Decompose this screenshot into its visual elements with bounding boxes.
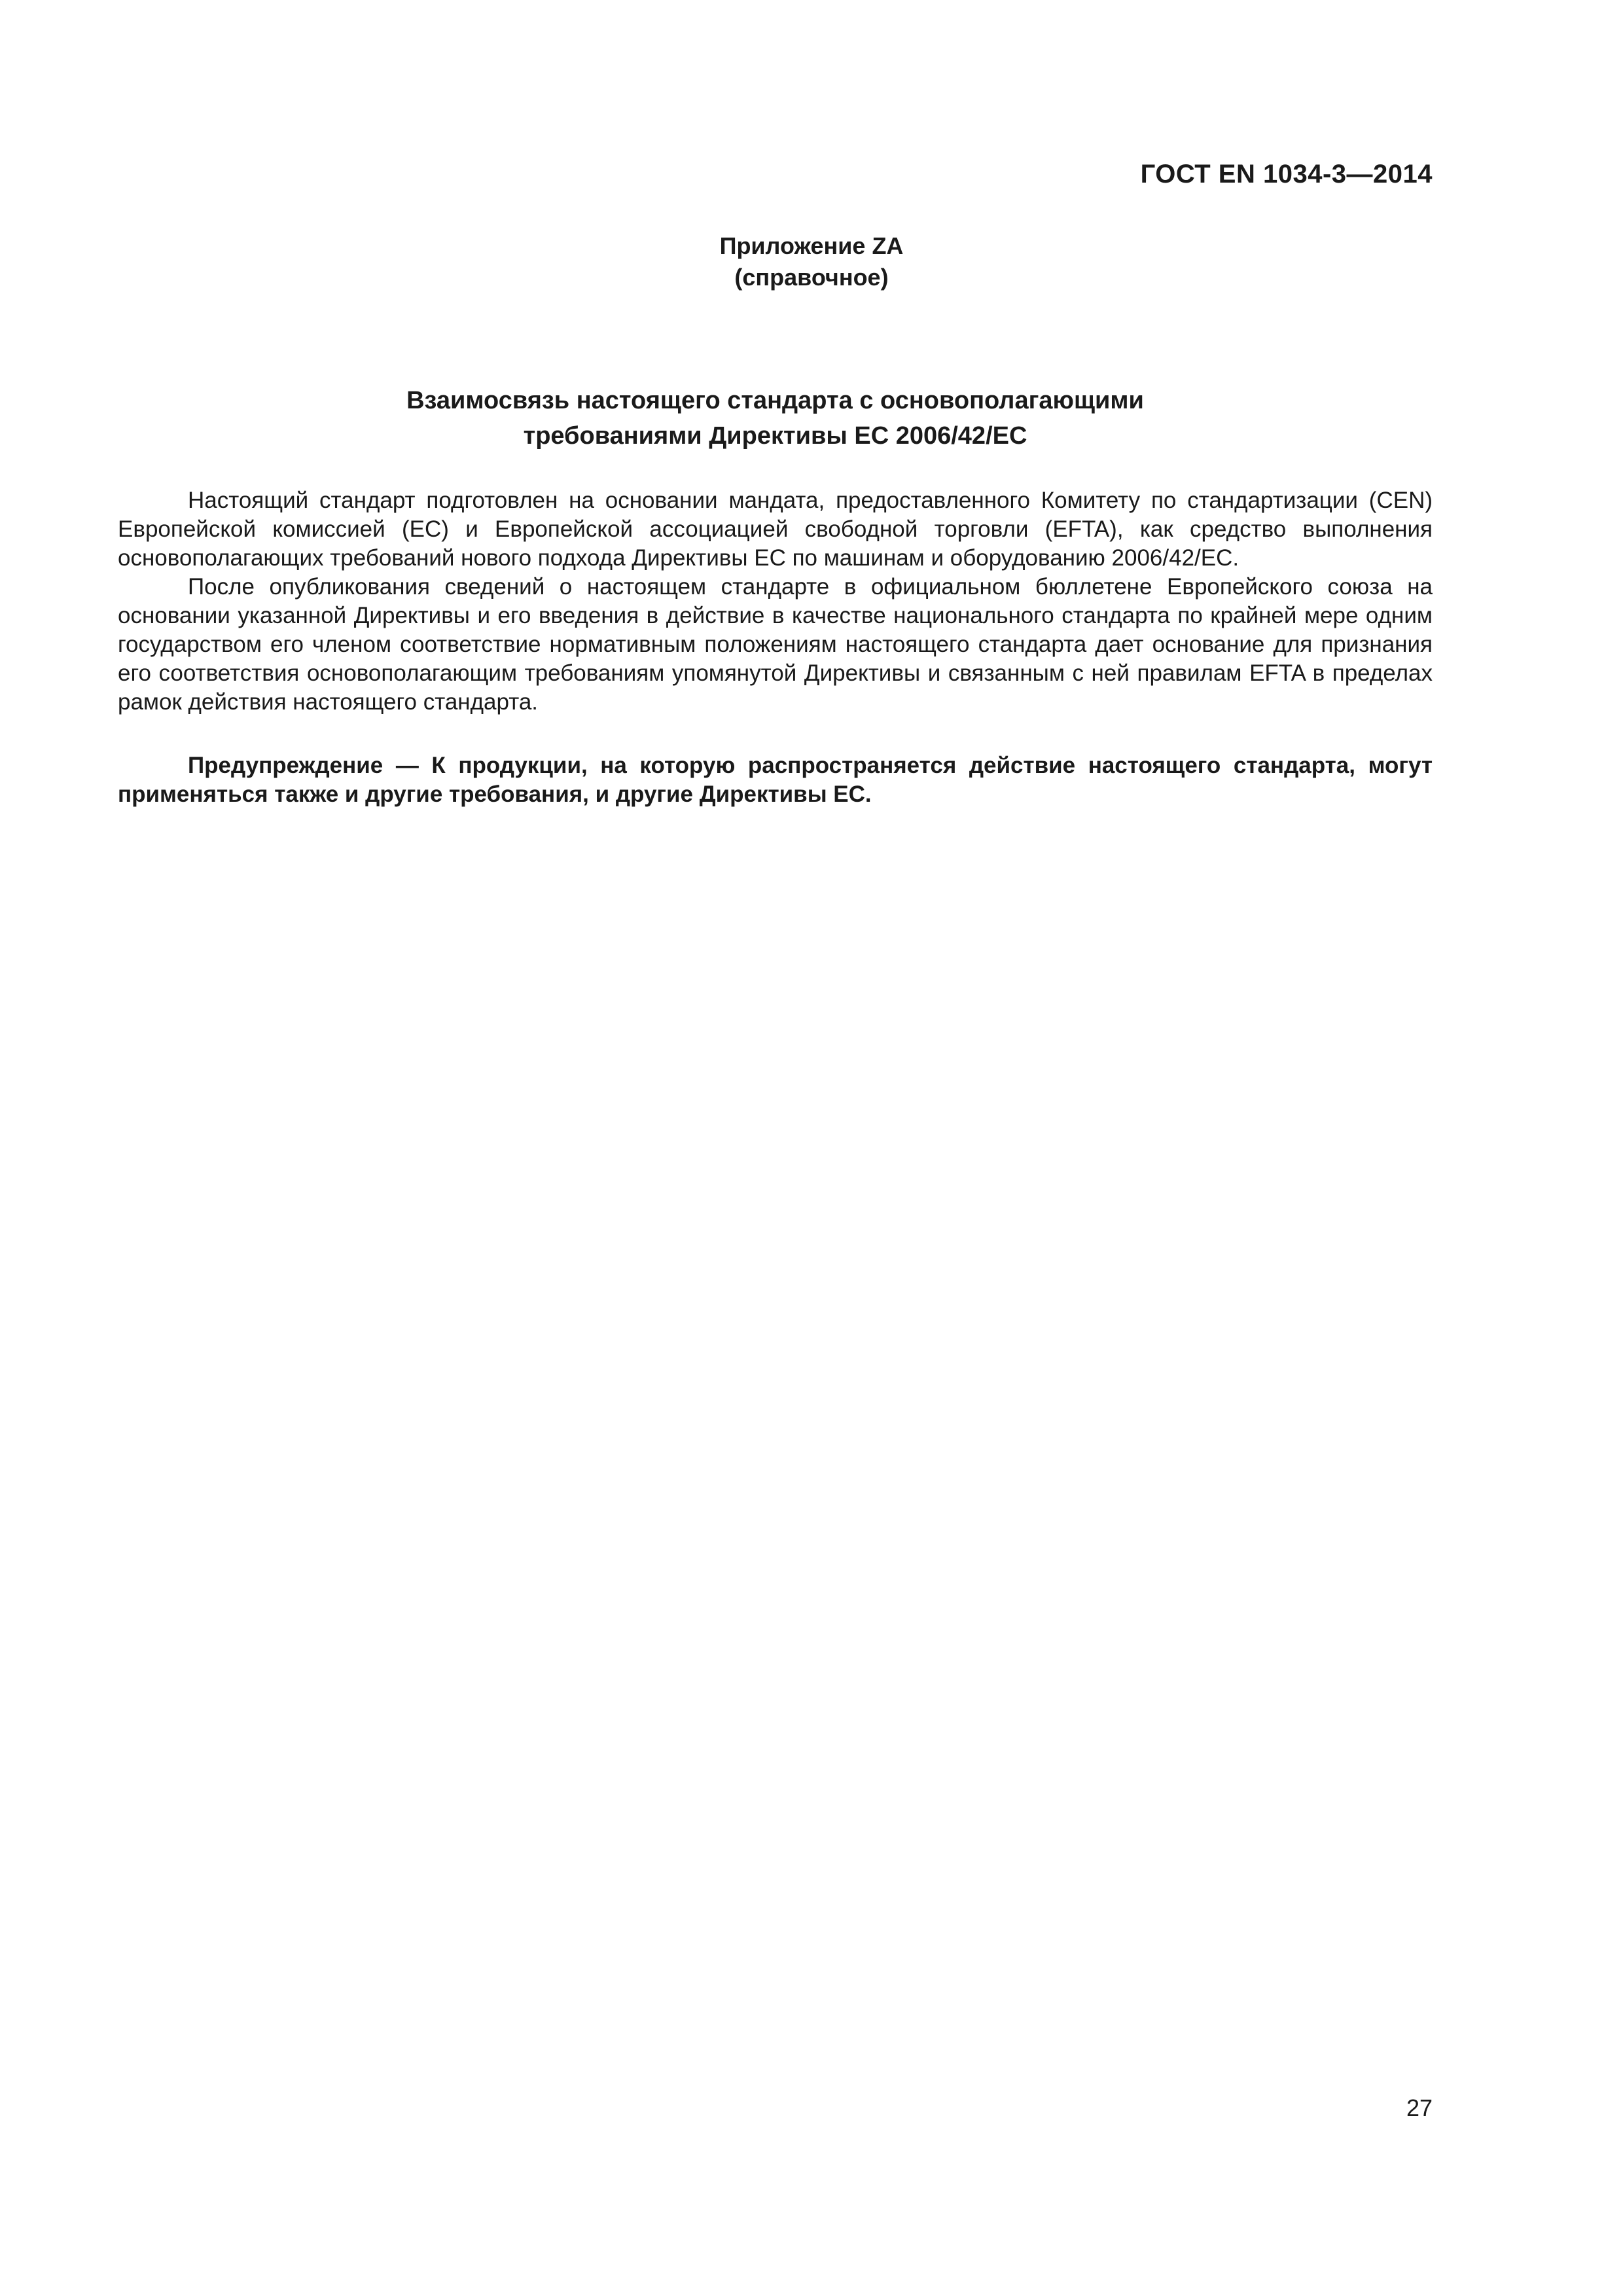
section-title-line-1: Взаимосвязь настоящего стандарта с основополагающими (406, 387, 1144, 414)
section-title (118, 383, 1433, 454)
body-paragraph-1: Настоящий стандарт подготовлен на основании мандата, предоставленного Комитету по стандартизации (CEN) Европейской комиссией (ЕС) и Европейской ассоциацией свободной торговли (EFTA), как средство выполнения основополагающих требований нового подхода Директивы ЕС по машинам и оборудованию 2006/42/ЕС. (118, 488, 1433, 571)
annex-heading (0, 230, 1623, 293)
warning-text: Предупреждение — К продукции, на которую распространяется действие настоящего стандарта, могут применяться также и другие требования, и другие Директивы ЕС. (118, 753, 1433, 807)
body-text (118, 486, 1433, 717)
warning-note (118, 751, 1433, 809)
annex-type: (справочное) (734, 264, 889, 291)
document-code: ГОСТ EN 1034-3—2014 (1140, 160, 1433, 188)
page-number: 27 (1406, 2094, 1433, 2121)
annex-title: Приложение ZA (719, 232, 904, 259)
section-title-line-2: требованиями Директивы ЕС 2006/42/ЕС (523, 422, 1027, 450)
body-paragraph-2: После опубликования сведений о настоящем стандарте в официальном бюллетене Европейского союза на основании указанной Директивы и его введения в действие в качестве национального стандарта по крайней мере одним государством его членом соответствие нормативным положениям настоящего стандарта дает основание для признания его соответствия основополагающим требованиям упомянутой Директивы и связанным с ней правилам EFTA в пределах рамок действия настоящего стандарта. (118, 574, 1433, 715)
